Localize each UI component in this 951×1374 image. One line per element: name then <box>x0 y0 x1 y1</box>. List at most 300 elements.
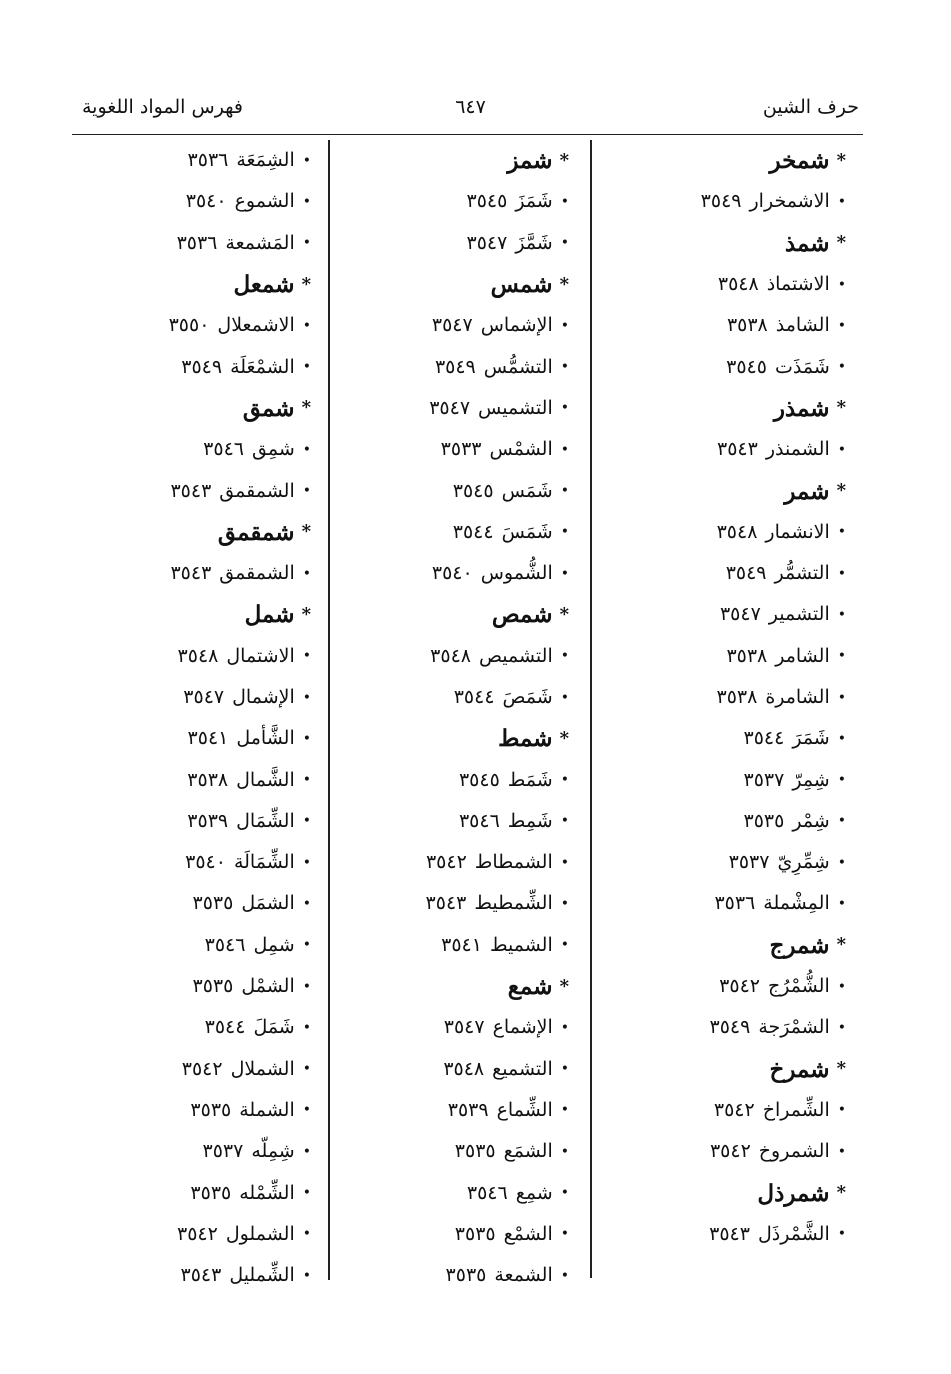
index-entry-content <box>193 977 312 996</box>
entry-reference-number: ٣٥٤٩ <box>181 355 223 378</box>
page-number: ٦٤٧ <box>455 96 486 118</box>
index-entry <box>701 883 846 924</box>
index-entry <box>169 677 311 718</box>
bullet-icon: • <box>560 565 569 582</box>
bullet-icon: • <box>837 565 846 582</box>
entry-word: الشمْرَجة <box>758 1016 830 1039</box>
entry-reference-number: ٣٥٣٥ <box>743 809 785 832</box>
index-entry-content <box>726 564 846 583</box>
entry-word: الشموع <box>234 190 295 213</box>
index-entry <box>701 801 846 842</box>
entry-reference-number: ٣٥٤٤ <box>452 520 494 543</box>
entry-word: شِمِرّ <box>792 768 830 791</box>
index-entry-content <box>713 1098 846 1121</box>
bullet-icon: • <box>837 1019 846 1036</box>
root-heading-content <box>490 271 569 299</box>
index-entry-content <box>432 564 569 583</box>
index-entry-content <box>188 729 311 748</box>
index-entry-content <box>726 355 846 378</box>
entry-word: شَمَس <box>501 479 553 502</box>
index-entry <box>426 842 569 883</box>
entry-reference-number: ٣٥٤٧ <box>429 396 471 419</box>
index-entry <box>169 346 311 387</box>
index-entry <box>169 966 311 1007</box>
entry-word: الشميط <box>489 933 553 956</box>
entry-reference-number: ٣٥٣٥ <box>454 1222 496 1245</box>
index-entry <box>169 759 311 800</box>
index-entry-content <box>744 729 846 748</box>
root-heading <box>701 1049 846 1090</box>
index-entry-content <box>176 231 311 254</box>
entry-word: الشمروخ <box>758 1140 830 1163</box>
index-entry <box>701 181 846 222</box>
index-entry <box>426 388 569 429</box>
index-entry <box>426 1090 569 1131</box>
entry-word: الشمَع <box>503 1140 553 1163</box>
entry-reference-number: ٣٥٣٥ <box>454 1140 496 1163</box>
index-entry <box>169 801 311 842</box>
index-entry-content <box>426 894 569 913</box>
bullet-icon: • <box>560 1143 569 1160</box>
index-column-right <box>701 140 846 1255</box>
entry-word: الشمَل <box>241 892 295 915</box>
bullet-icon: • <box>302 235 311 252</box>
entry-word: شَمَط <box>507 768 553 791</box>
root-heading <box>701 925 846 966</box>
root-heading-content <box>244 601 311 629</box>
entry-reference-number: ٣٥٤٢ <box>709 1140 751 1163</box>
index-entry <box>169 1049 311 1090</box>
entry-word: الشمقمق <box>219 562 295 585</box>
entry-reference-number: ٣٥٣٥ <box>190 1098 232 1121</box>
entry-word: الاشمعلال <box>217 314 295 337</box>
bullet-icon: • <box>837 1102 846 1119</box>
index-entry <box>169 305 311 346</box>
index-entry <box>426 1214 569 1255</box>
root-heading <box>701 140 846 181</box>
entry-reference-number: ٣٥٣٨ <box>726 644 768 667</box>
root-heading <box>701 388 846 429</box>
index-entry <box>426 883 569 924</box>
bullet-icon: • <box>560 689 569 706</box>
bullet-icon: • <box>837 895 846 912</box>
index-entry <box>169 1090 311 1131</box>
index-entry-content <box>185 853 311 872</box>
asterisk-icon: * <box>836 934 846 956</box>
entry-reference-number: ٣٥٤٥ <box>458 768 500 791</box>
index-entry <box>426 305 569 346</box>
bullet-icon: • <box>837 854 846 871</box>
entry-reference-number: ٣٥٤٨ <box>177 644 219 667</box>
index-entry <box>701 842 846 883</box>
index-entry <box>426 470 569 511</box>
root-heading <box>701 470 846 511</box>
asterisk-icon: * <box>301 603 311 625</box>
entry-word: التشميص <box>478 644 553 667</box>
bullet-icon: • <box>837 524 846 541</box>
entry-word: الشمنذر <box>765 438 830 461</box>
index-entry-content <box>447 1098 569 1121</box>
entry-reference-number: ٣٥٤٠ <box>185 851 226 874</box>
asterisk-icon: * <box>301 397 311 419</box>
index-entry-content <box>187 768 311 791</box>
bullet-icon: • <box>302 359 311 376</box>
entry-word: الشِمَعَة <box>236 149 295 172</box>
entry-word: الشامذ <box>775 314 830 337</box>
bullet-icon: • <box>302 689 311 706</box>
index-entry <box>701 553 846 594</box>
index-entry <box>169 1131 311 1172</box>
index-entry-content <box>466 231 569 254</box>
bullet-icon: • <box>302 1061 311 1078</box>
index-entry <box>701 718 846 759</box>
index-entry-content <box>701 192 846 211</box>
bullet-icon: • <box>302 483 311 500</box>
root-text: شمر <box>784 477 830 505</box>
index-entry <box>701 1090 846 1131</box>
root-text: شمرذل <box>757 1179 830 1207</box>
entry-word: شمِق <box>251 438 295 461</box>
bullet-icon: • <box>837 772 846 789</box>
root-heading <box>426 594 569 635</box>
entry-word: الشَّمال <box>236 768 295 791</box>
entry-reference-number: ٣٥٤١ <box>441 933 482 956</box>
entry-reference-number: ٣٥٤٧ <box>431 314 473 337</box>
entry-reference-number: ٣٥٤٦ <box>466 1181 508 1204</box>
entry-word: الانشمار <box>765 520 830 543</box>
entry-word: الشملة <box>239 1098 295 1121</box>
index-entry <box>701 305 846 346</box>
entry-reference-number: ٣٥٤٧ <box>443 1016 485 1039</box>
bullet-icon: • <box>837 978 846 995</box>
root-text: شمرخ <box>769 1055 830 1083</box>
entry-reference-number: ٣٥٤٩ <box>700 190 742 213</box>
entry-reference-number: ٣٥٤٣ <box>709 1222 750 1245</box>
index-entry-content <box>441 933 569 956</box>
root-text: شمع <box>507 973 553 1001</box>
entry-reference-number: ٣٥٤٢ <box>181 1057 223 1080</box>
index-entry <box>426 181 569 222</box>
index-column-left <box>169 140 311 1296</box>
entry-word: الإشماس <box>480 314 553 337</box>
index-entry <box>426 925 569 966</box>
entry-reference-number: ٣٥٤٣ <box>170 562 212 585</box>
index-entry-content <box>454 1222 569 1245</box>
root-heading <box>169 388 311 429</box>
entry-word: الشَّمْرذَل <box>757 1222 830 1245</box>
index-entry-content <box>203 1142 311 1161</box>
index-entry <box>426 636 569 677</box>
entry-reference-number: ٣٥٣٥ <box>192 892 234 915</box>
index-entry <box>701 677 846 718</box>
index-entry-content <box>190 1181 311 1204</box>
entry-reference-number: ٣٥٣٣ <box>440 438 482 461</box>
index-entry <box>169 223 311 264</box>
entry-reference-number: ٣٥٤٢ <box>176 1222 218 1245</box>
entry-word: شمِع <box>515 1181 553 1204</box>
entry-reference-number: ٣٥٣٥ <box>445 1264 487 1287</box>
asterisk-icon: * <box>559 149 569 171</box>
entry-word: الشامر <box>775 644 830 667</box>
bullet-icon: • <box>560 813 569 830</box>
root-heading-content <box>233 271 311 299</box>
entry-word: التشمُّس <box>483 355 553 378</box>
entry-word: الإشمال <box>232 686 295 708</box>
bullet-icon: • <box>560 235 569 252</box>
entry-word: التشمير <box>768 603 830 626</box>
index-entry <box>169 1255 311 1296</box>
index-entry <box>169 1214 311 1255</box>
entry-reference-number: ٣٥٣٨ <box>716 686 758 708</box>
index-entry <box>169 553 311 594</box>
bullet-icon: • <box>560 1019 569 1036</box>
bullet-icon: • <box>302 854 311 871</box>
asterisk-icon: * <box>836 232 846 254</box>
bullet-icon: • <box>302 772 311 789</box>
index-entry <box>701 346 846 387</box>
root-heading <box>426 264 569 305</box>
index-title: فهرس المواد اللغوية <box>82 96 244 118</box>
asterisk-icon: * <box>559 273 569 295</box>
column-divider-right <box>590 140 592 1278</box>
index-entry <box>701 1214 846 1255</box>
root-heading-content <box>217 518 311 546</box>
entry-reference-number: ٣٥٤٦ <box>203 438 244 461</box>
bullet-icon: • <box>837 648 846 665</box>
index-entry <box>426 1049 569 1090</box>
entry-word: الشُّمْرُج <box>767 975 830 998</box>
index-entry <box>426 553 569 594</box>
entry-word: شَمِط <box>507 809 553 832</box>
index-entry <box>169 470 311 511</box>
index-entry-content <box>467 192 569 211</box>
root-text: شمقمق <box>217 518 295 546</box>
root-heading-content <box>507 147 569 175</box>
entry-word: شَمَزَ <box>515 190 553 213</box>
index-entry-content <box>176 1222 311 1245</box>
index-entry <box>701 512 846 553</box>
index-entry-content <box>434 355 569 378</box>
index-entry-content <box>186 192 311 211</box>
bullet-icon: • <box>302 1185 311 1202</box>
bullet-icon: • <box>560 1267 569 1284</box>
index-entry-content <box>709 1222 846 1245</box>
root-heading <box>169 512 311 553</box>
bullet-icon: • <box>560 1185 569 1202</box>
entry-word: الشِّمطيط <box>474 892 553 915</box>
root-text: شمخر <box>769 147 830 175</box>
entry-reference-number: ٣٥٥٠ <box>168 314 210 337</box>
entry-word: الشمْع <box>503 1222 553 1245</box>
entry-word: الشملال <box>230 1057 295 1080</box>
bullet-icon: • <box>302 1267 311 1284</box>
root-heading <box>426 140 569 181</box>
entry-reference-number: ٣٥٣٩ <box>187 809 229 832</box>
entry-reference-number: ٣٥٤٣ <box>425 892 467 915</box>
bullet-icon: • <box>560 1102 569 1119</box>
index-entry-content <box>183 688 311 707</box>
entry-reference-number: ٣٥٤٣ <box>180 1264 222 1287</box>
entry-word: الشمقمق <box>219 479 295 502</box>
index-entry-content <box>205 1018 311 1037</box>
index-entry <box>426 759 569 800</box>
bullet-icon: • <box>560 483 569 500</box>
bullet-icon: • <box>560 441 569 458</box>
index-entry <box>701 966 846 1007</box>
bullet-icon: • <box>302 1019 311 1036</box>
entry-reference-number: ٣٥٤٧ <box>466 231 508 254</box>
bullet-icon: • <box>560 1061 569 1078</box>
bullet-icon: • <box>302 317 311 334</box>
index-entry <box>426 801 569 842</box>
column-divider-left <box>328 140 330 1280</box>
root-text: شمق <box>242 394 295 422</box>
entry-reference-number: ٣٥٤٨ <box>430 644 471 667</box>
entry-reference-number: ٣٥٤٩ <box>709 1016 751 1039</box>
root-heading <box>169 264 311 305</box>
entry-reference-number: ٣٥٤٤ <box>204 1016 246 1039</box>
entry-word: التشميع <box>492 1057 553 1080</box>
index-entry-content <box>170 479 311 502</box>
entry-word: الشمْعَلَة <box>230 355 295 378</box>
index-entry <box>426 346 569 387</box>
entry-word: المَشمعة <box>225 231 295 254</box>
root-heading-content <box>242 394 311 422</box>
entry-reference-number: ٣٥٤٥ <box>726 355 767 378</box>
entry-reference-number: ٣٥٤٦ <box>204 933 246 956</box>
root-heading-content <box>769 931 846 959</box>
root-text: شمرج <box>769 931 830 959</box>
root-text: شمط <box>498 725 553 753</box>
bullet-icon: • <box>837 276 846 293</box>
index-entry-content <box>743 768 846 791</box>
bullet-icon: • <box>302 937 311 954</box>
entry-word: شَمَلَ <box>253 1016 295 1039</box>
asterisk-icon: * <box>301 521 311 543</box>
index-entry-content <box>719 977 846 996</box>
index-entry-content <box>710 1142 846 1161</box>
index-entry-content <box>729 853 846 872</box>
entry-word: الشِّمليل <box>229 1264 295 1287</box>
entry-reference-number: ٣٥٤٨ <box>716 520 758 543</box>
root-heading-content <box>507 973 569 1001</box>
index-entry-content <box>180 1266 311 1285</box>
entry-word: الشِّمْله <box>239 1181 295 1204</box>
bullet-icon: • <box>302 193 311 210</box>
root-text: شمص <box>491 601 553 629</box>
index-entry <box>169 1172 311 1213</box>
index-entry-content <box>203 440 311 459</box>
bullet-icon: • <box>837 359 846 376</box>
index-entry <box>169 883 311 924</box>
index-entry-content <box>181 355 311 378</box>
index-entry-content <box>170 564 311 583</box>
root-heading-content <box>491 601 569 629</box>
entry-reference-number: ٣٥٤٧ <box>183 686 225 708</box>
root-heading-content <box>784 229 846 257</box>
entry-reference-number: ٣٥٤٥ <box>466 190 508 213</box>
asterisk-icon: * <box>559 603 569 625</box>
index-entry <box>169 181 311 222</box>
index-entry-content <box>430 644 569 667</box>
entry-reference-number: ٣٥٣٨ <box>187 768 229 791</box>
bullet-icon: • <box>837 689 846 706</box>
bullet-icon: • <box>837 317 846 334</box>
entry-word: الاشتمال <box>226 644 295 667</box>
index-entry <box>701 429 846 470</box>
entry-word: الشَّأمل <box>236 727 295 750</box>
root-heading <box>426 718 569 759</box>
index-entry-content <box>714 894 846 913</box>
root-text: شمعل <box>233 271 295 299</box>
entry-reference-number: ٣٥٤٩ <box>725 562 767 585</box>
asterisk-icon: * <box>836 149 846 171</box>
header-rule <box>72 134 863 135</box>
index-entry <box>701 1131 846 1172</box>
entry-reference-number: ٣٥٤٨ <box>443 1057 485 1080</box>
entry-word: الشمْل <box>241 975 295 998</box>
root-heading <box>701 1172 846 1213</box>
entry-reference-number: ٣٥٤٦ <box>458 809 500 832</box>
index-entry <box>169 718 311 759</box>
asterisk-icon: * <box>559 975 569 997</box>
page-header <box>82 96 859 126</box>
asterisk-icon: * <box>559 727 569 749</box>
index-entry <box>169 429 311 470</box>
root-text: شمز <box>507 147 553 175</box>
bullet-icon: • <box>302 978 311 995</box>
index-entry-content <box>452 479 569 502</box>
index-entry-content <box>193 894 312 913</box>
index-entry-content <box>204 933 311 956</box>
index-entry-content <box>716 688 846 707</box>
entry-reference-number: ٣٥٣٦ <box>176 231 218 254</box>
index-entry-content <box>441 440 569 459</box>
index-entry <box>701 759 846 800</box>
chapter-title: حرف الشين <box>762 96 859 118</box>
bullet-icon: • <box>560 854 569 871</box>
entry-reference-number: ٣٥٤٤ <box>743 727 785 750</box>
asterisk-icon: * <box>836 397 846 419</box>
index-entry <box>701 1007 846 1048</box>
entry-reference-number: ٣٥٤٢ <box>719 975 760 998</box>
bullet-icon: • <box>560 317 569 334</box>
entry-reference-number: ٣٥٤٩ <box>434 355 476 378</box>
entry-word: الشِّمَال <box>236 809 295 832</box>
index-entry-content <box>190 1098 311 1121</box>
index-entry-content <box>181 1057 311 1080</box>
entry-word: التشميس <box>478 396 553 419</box>
index-entry-content <box>444 1018 569 1037</box>
bullet-icon: • <box>560 895 569 912</box>
entry-word: المِشْملة <box>763 892 830 915</box>
index-entry <box>701 264 846 305</box>
root-heading <box>701 223 846 264</box>
index-entry-content <box>169 316 311 335</box>
index-entry-content <box>458 768 569 791</box>
entry-reference-number: ٣٥٣٨ <box>726 314 768 337</box>
index-entry <box>169 925 311 966</box>
entry-reference-number: ٣٥٤٣ <box>170 479 212 502</box>
index-entry-content <box>727 316 846 335</box>
index-entry-content <box>717 440 846 459</box>
entry-reference-number: ٣٥٣٦ <box>187 149 229 172</box>
index-entry <box>701 594 846 635</box>
bullet-icon: • <box>560 648 569 665</box>
entry-word: الشامرة <box>765 686 830 708</box>
index-entry-content <box>426 853 569 872</box>
index-entry <box>169 636 311 677</box>
